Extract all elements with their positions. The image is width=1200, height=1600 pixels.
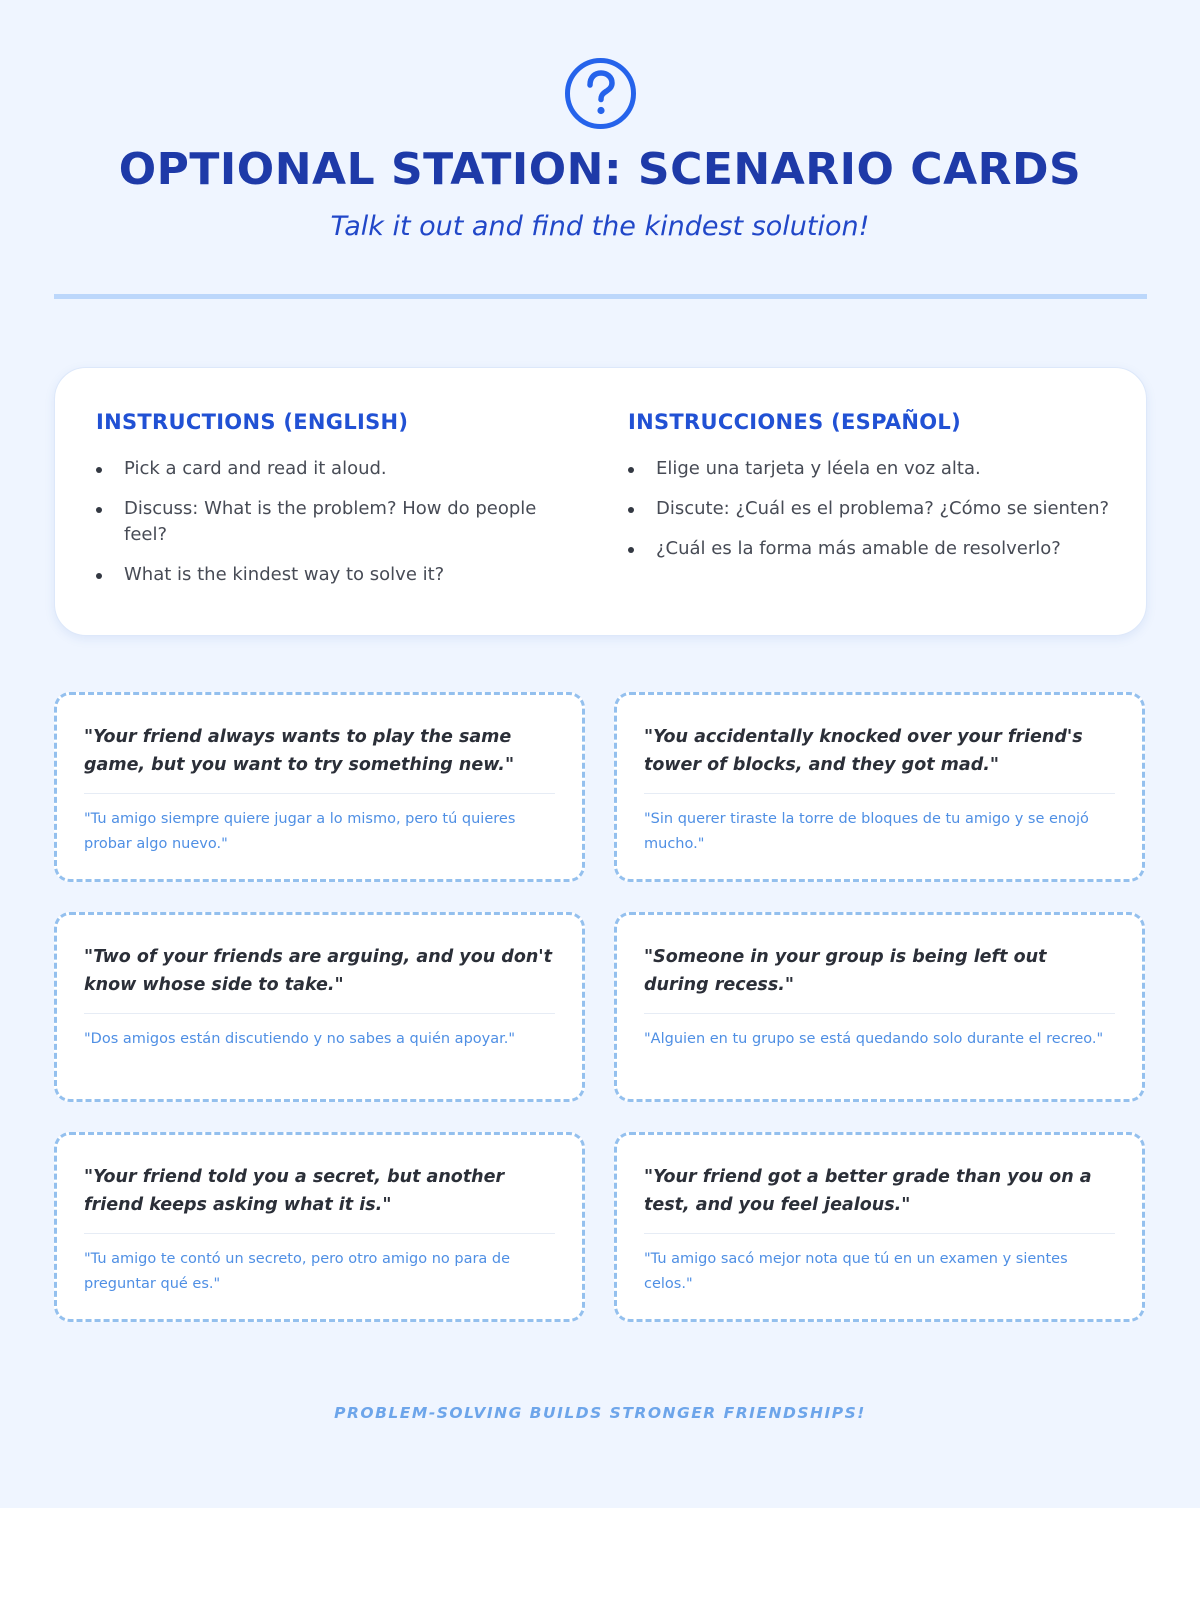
page-title: OPTIONAL STATION: SCENARIO CARDS: [118, 144, 1082, 195]
header-divider: [54, 294, 1147, 299]
scenario-card-6[interactable]: [614, 1132, 1145, 1322]
scenario-card-5[interactable]: [54, 1132, 585, 1322]
scenario-card-1[interactable]: [54, 692, 585, 882]
scenario-english: "Your friend always wants to play the same game, but you want to try something new.": [84, 723, 555, 794]
bullet-icon: [628, 467, 634, 473]
footer-tagline: PROBLEM-SOLVING BUILDS STRONGER FRIENDSHIPS!: [334, 1404, 866, 1422]
instructions-english: [96, 410, 566, 602]
instruction-text: Pick a card and read it aloud.: [124, 458, 387, 479]
list-item: [628, 496, 1118, 522]
bullet-icon: [96, 507, 102, 513]
instructions-spanish-list: [628, 456, 1118, 562]
instructions-spanish-heading: INSTRUCCIONES (ESPAÑOL): [628, 410, 961, 434]
instructions-english-heading: INSTRUCTIONS (ENGLISH): [96, 410, 409, 434]
scenario-english: "Two of your friends are arguing, and you don't know whose side to take.": [84, 943, 555, 1014]
list-item: [628, 536, 1118, 562]
question-circle-icon: [564, 57, 637, 130]
instruction-text: What is the kindest way to solve it?: [124, 564, 445, 585]
instruction-text: Discute: ¿Cuál es el problema? ¿Cómo se sienten?: [656, 498, 1110, 519]
instruction-text: Elige una tarjeta y léela en voz alta.: [656, 458, 981, 479]
list-item: [628, 456, 1118, 482]
instructions-spanish: [628, 410, 1118, 576]
list-item: [96, 562, 566, 588]
scenario-spanish: "Sin querer tiraste la torre de bloques de tu amigo y se enojó mucho.": [644, 811, 1089, 852]
instructions-english-list: [96, 456, 566, 588]
scenario-english: "Your friend got a better grade than you on a test, and you feel jealous.": [644, 1163, 1115, 1234]
bullet-icon: [628, 507, 634, 513]
page-subtitle: Talk it out and find the kindest solution!: [330, 211, 870, 242]
scenario-card-3[interactable]: [54, 912, 585, 1102]
list-item: [96, 456, 566, 482]
bullet-icon: [96, 573, 102, 579]
instruction-text: ¿Cuál es la forma más amable de resolverlo?: [656, 538, 1061, 559]
bullet-icon: [96, 467, 102, 473]
list-item: [96, 496, 566, 548]
bullet-icon: [628, 547, 634, 553]
scenario-english: "Your friend told you a secret, but another friend keeps asking what it is.": [84, 1163, 555, 1234]
scenario-card-2[interactable]: [614, 692, 1145, 882]
instruction-text: Discuss: What is the problem? How do people feel?: [124, 498, 537, 545]
scenario-english: "You accidentally knocked over your friend's tower of blocks, and they got mad.": [644, 723, 1115, 794]
scenario-spanish: "Tu amigo siempre quiere jugar a lo mismo, pero tú quieres probar algo nuevo.": [84, 811, 516, 852]
scenario-english: "Someone in your group is being left out during recess.": [644, 943, 1115, 1014]
instructions-panel: [54, 367, 1147, 636]
scenario-spanish: "Alguien en tu grupo se está quedando solo durante el recreo.": [644, 1031, 1104, 1047]
scenario-spanish: "Tu amigo te contó un secreto, pero otro amigo no para de preguntar qué es.": [84, 1251, 511, 1292]
scenario-spanish: "Tu amigo sacó mejor nota que tú en un examen y sientes celos.": [644, 1251, 1068, 1292]
scenario-spanish: "Dos amigos están discutiendo y no sabes a quién apoyar.": [84, 1031, 516, 1047]
scenario-card-4[interactable]: [614, 912, 1145, 1102]
